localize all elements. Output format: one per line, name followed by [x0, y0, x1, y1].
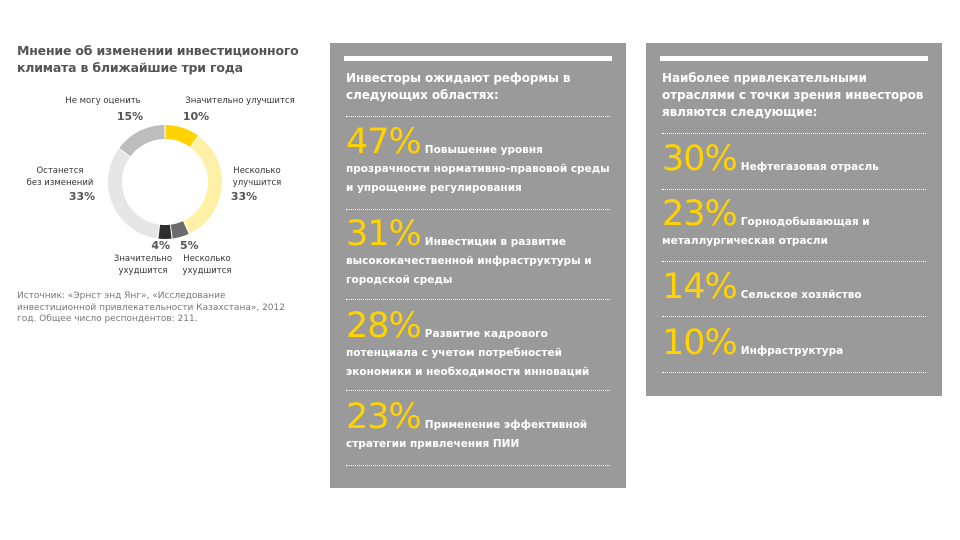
- label-somewhat-improve-name-1: Несколько: [233, 166, 281, 176]
- donut-slices: [108, 125, 222, 239]
- reform-item-3-text: Развитие кадрового потенциала с учетом потребностей экономики и необходимости инноваций: [346, 328, 590, 378]
- label-significantly-worsen-name-1: Значительно: [113, 254, 173, 264]
- sector-item-4-percent: 10%: [662, 323, 737, 363]
- reform-item-4-percent: 23%: [346, 397, 421, 437]
- label-significantly-worsen-value: 4%: [151, 239, 170, 252]
- reform-item-2: [346, 214, 612, 290]
- label-significantly-improve-name: Значительно улучшится: [185, 96, 295, 106]
- sectors-panel: [646, 43, 942, 396]
- sector-item-1-text: Нефтегазовая отрасль: [740, 161, 879, 173]
- divider: [346, 116, 610, 117]
- panel-top-rule: [660, 56, 928, 61]
- divider: [662, 372, 926, 373]
- donut-slice-5: [108, 149, 159, 238]
- label-somewhat-worsen-name-2: ухудшится: [182, 266, 232, 276]
- divider: [662, 189, 926, 190]
- divider: [346, 209, 610, 210]
- label-somewhat-improve-name-2: улучшится: [232, 178, 282, 188]
- reform-item-2-text: Инвестиции в развитие высококачественной инфраструктуры и городской среды: [346, 236, 592, 286]
- label-no-change-name-1: Останется: [36, 166, 84, 176]
- sector-item-3: [662, 267, 928, 307]
- label-somewhat-worsen-name-1: Несколько: [183, 254, 231, 264]
- reform-item-1-percent: 47%: [346, 122, 421, 162]
- sector-item-2-percent: 23%: [662, 194, 737, 234]
- label-cannot-assess-value: 15%: [116, 110, 144, 123]
- label-somewhat-improve-value: 33%: [230, 190, 258, 203]
- label-cannot-assess-name: Не могу оценить: [65, 96, 141, 106]
- divider: [346, 390, 610, 391]
- sector-item-4-text: Инфраструктура: [740, 345, 844, 357]
- chart-title: Мнение об изменении инвестиционного климата в ближайшие три года: [17, 43, 299, 75]
- sector-item-2: [662, 194, 928, 251]
- donut-slice-2: [184, 136, 222, 233]
- reform-item-1: [346, 122, 612, 198]
- sector-item-2-text: Горнодобывающая и металлургическая отрасли: [662, 216, 870, 247]
- sector-item-4: [662, 323, 928, 363]
- reforms-panel: [330, 43, 626, 488]
- reform-item-4: [346, 397, 612, 454]
- reform-item-3: [346, 306, 612, 382]
- label-somewhat-worsen-value: 5%: [180, 239, 199, 252]
- divider: [662, 261, 926, 262]
- label-significantly-worsen-name-2: ухудшится: [118, 266, 168, 276]
- reforms-heading: Инвесторы ожидают реформы в следующих областях:: [346, 71, 571, 102]
- sector-item-3-percent: 14%: [662, 267, 737, 307]
- divider: [662, 133, 926, 134]
- divider: [662, 316, 926, 317]
- sector-item-1: [662, 139, 928, 179]
- donut-slice-1: [165, 125, 198, 147]
- panel-top-rule: [344, 56, 612, 61]
- donut-slice-4: [158, 225, 171, 239]
- reform-item-4-text: Применение эффективной стратегии привлечения ПИИ: [346, 419, 588, 450]
- label-significantly-improve-value: 10%: [182, 110, 210, 123]
- label-no-change-value: 33%: [68, 190, 96, 203]
- divider: [346, 299, 610, 300]
- sector-item-1-percent: 30%: [662, 139, 737, 179]
- chart-source-note: Источник: «Эрнст энд Янг», «Исследование инвестиционной привлекательности Казахстана», 2012 год. Общее число респондентов: 211.: [17, 291, 285, 324]
- reform-item-2-percent: 31%: [346, 214, 421, 254]
- divider: [346, 465, 610, 466]
- reform-item-1-text: Повышение уровня прозрачности нормативно-правовой среды и упрощение регулирования: [346, 144, 610, 194]
- donut-slice-6: [119, 125, 164, 156]
- sector-item-3-text: Сельское хозяйство: [740, 289, 862, 301]
- reform-item-3-percent: 28%: [346, 306, 421, 346]
- sectors-heading: Наиболее привлекательными отраслями с точки зрения инвесторов являются следующие:: [662, 71, 924, 119]
- donut-chart: [0, 0, 330, 300]
- label-no-change-name-2: без изменений: [26, 178, 94, 188]
